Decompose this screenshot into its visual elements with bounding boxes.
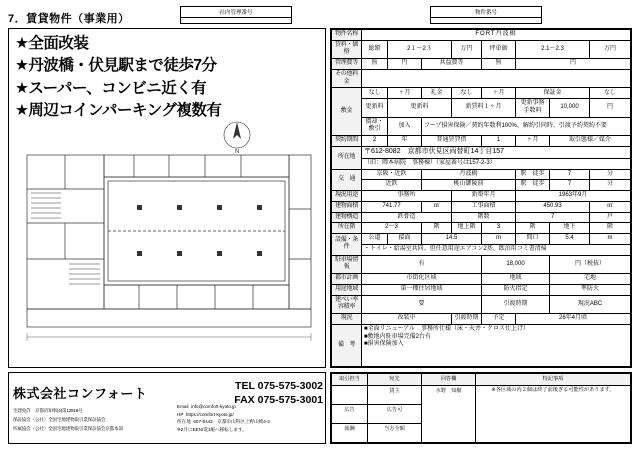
zone-use-value: 第一種住居地域 <box>362 284 482 295</box>
stamp-header-2: 宛先 <box>368 374 422 386</box>
zone-value: 宅地 <box>550 274 631 285</box>
stamp-row2-col2: 広告可 <box>368 405 422 424</box>
traffic-1-walk-label: 駅 徒歩 <box>516 169 550 180</box>
company-url-row <box>177 411 270 419</box>
deposit-value: なし <box>362 88 388 99</box>
delivery-value: 予定 <box>482 314 516 325</box>
spec-deposit-group-label: 敷金 <box>332 88 362 136</box>
spec-mgmt-label: 管理費等 <box>332 59 362 70</box>
address-line-2: （旧：岡本病院 事務棟）（家屋番号は157-2-3） <box>362 158 631 169</box>
floor-area-label: 工事面積 <box>452 201 516 212</box>
spec-city-label: 都市計画 <box>332 274 362 285</box>
facility-width: 14.5 <box>422 234 482 245</box>
floors-label: 階数 <box>452 212 516 223</box>
facility-road-type: 公道 <box>362 234 388 245</box>
property-number-label: 物件番号 <box>431 7 541 18</box>
spec-area-label: 建物面積 <box>332 201 362 212</box>
company-address-row <box>177 418 270 426</box>
traffic-2-unit: 分 <box>590 180 631 191</box>
company-address-note: ※2月にEEN/電1帳へ移転します。 <box>177 426 247 432</box>
ad-line: ★スーパー、コンビニ近く有 <box>15 79 207 97</box>
mgmt-value-2: 無 <box>482 59 516 70</box>
delivery-date: 26年4月頃 <box>516 314 631 325</box>
renew-label: 更新料 <box>362 99 388 117</box>
stamp-row2-col1: 広告 <box>332 405 368 424</box>
spec-facility-label: 設備・条件 <box>332 234 362 256</box>
contract-unit: 年 <box>388 136 422 147</box>
stamp-row3-col1: 報酬 <box>332 424 368 443</box>
key-month: ヶ月 <box>482 88 516 99</box>
area-value: 741.77 <box>362 201 422 212</box>
compass-icon <box>224 122 250 155</box>
company-license-line-3: 所属協会（公社）全国宅地建物取引業保証協会京都本部 <box>13 426 123 431</box>
deposit-month: ヶ月 <box>388 88 422 99</box>
facility-road-label: 接面 <box>388 234 422 245</box>
usage-value: 事務所 <box>362 191 452 202</box>
facility-depth-unit: m <box>590 234 631 245</box>
position-value: 2～3 <box>362 223 422 234</box>
remarks-line-1: ■全面リニューアル 事務所仕様（床・天井・クロス仕上げ） <box>364 326 529 332</box>
address-line-1: 〒612-8082 京都市伏見区両替町14丁目157 <box>362 146 631 158</box>
renew-fee-unit: 円 <box>590 99 631 117</box>
rent-per-value: 2.1～2.3 <box>516 40 590 58</box>
address-label: 所在地 <box>177 419 191 425</box>
contract-method: 取引態様／媒介 <box>550 136 631 147</box>
spec-address-label: 所在地 <box>332 146 362 169</box>
depreciation-note: フープ損害保険／契約年数利100%、解約引同時、引渡予約契約不要 <box>422 117 631 135</box>
renew-fee-label: 更新事務手数料 <box>516 99 550 117</box>
spec-position-label: 所在階 <box>332 223 362 234</box>
rent-total-unit: 万円 <box>452 40 482 58</box>
contract-type: 普通賃貸借 <box>422 136 482 147</box>
traffic-2-walk-label: 駅 徒歩 <box>516 180 550 191</box>
spec-contract-label: 契約期間 <box>332 136 362 147</box>
control-number-value <box>181 18 291 22</box>
parking-price: 18,000 <box>482 255 550 273</box>
traffic-1-station: 丹波橋 <box>422 169 516 180</box>
floor-plan <box>9 119 325 367</box>
company-license-line-1: 宅建免許 京都府知事(4)第12918号 <box>13 408 83 413</box>
remarks-cell <box>362 325 631 367</box>
renew-sublabel: 更新料 <box>388 99 452 117</box>
company-name: 株式会社コンフォート <box>13 386 148 401</box>
facility-width-unit: m <box>482 234 516 245</box>
contract-renew-value: 1 <box>482 136 516 147</box>
spec-traffic-label: 交 通 <box>332 169 362 191</box>
parking-unit: 円（税抜） <box>550 255 631 273</box>
email-value[interactable]: info@comfort-kyoto.jp <box>191 404 236 409</box>
contract-renew-unit: ヶ月 <box>516 136 550 147</box>
mgmt-unit-1: 円 <box>388 59 422 70</box>
traffic-1-unit: 分 <box>590 169 631 180</box>
parking-value: 有 <box>362 255 482 273</box>
floor-plan-svg <box>9 119 325 367</box>
ad-copy-block <box>15 33 323 123</box>
control-number-box <box>180 6 292 24</box>
hp-value[interactable]: https://comfort-kyoto.jp/ <box>185 411 234 417</box>
floors-unit: 戸 <box>590 212 631 223</box>
facility-note-1: ・トイレ・給湯室共同、但任意用途エアコン2基、飲泊用コミ書清掃 <box>362 244 631 255</box>
depreciation-value: 加入 <box>388 117 422 135</box>
traffic-1-walk: 7 <box>550 169 590 180</box>
remarks-line-2: ■敷地内駐車場完備2台有 <box>364 333 431 340</box>
mgmt-unit-2: 円 <box>516 59 631 70</box>
rent-per-label: 坪単価 <box>482 40 516 58</box>
setback-value: 要 <box>362 295 482 313</box>
property-spec-table <box>330 28 632 368</box>
mgmt-label-2: 共益費等 <box>422 59 482 70</box>
company-contact-details <box>177 403 270 433</box>
contract-value: 2 <box>362 136 388 147</box>
spec-other-label: その他料金 <box>332 69 362 87</box>
agent-response-table <box>330 372 632 444</box>
renew-value: 新賃料１ヶ月 <box>452 99 516 117</box>
rent-total-label: 総額 <box>362 40 388 58</box>
ad-and-plan-panel <box>8 28 326 368</box>
traffic-2-line: 近鉄 <box>362 180 422 191</box>
stamp-note: ※各区域の内２個は終了前後ぎる可能性があります。 <box>476 386 631 443</box>
traffic-2-station: 桃山御陵前 <box>422 180 516 191</box>
floor-area-value: 450.93 <box>516 201 590 212</box>
spec-parking-label: 駐車場情報 <box>332 255 362 273</box>
spec-name-value: FORT丹波橋 <box>362 30 631 41</box>
svg-text:N: N <box>234 149 240 155</box>
fax-label: FAX <box>234 394 255 407</box>
mgmt-value-1: 無 <box>362 59 388 70</box>
spec-usage-label: 現況用途 <box>332 191 362 202</box>
fire-label: 防火指定 <box>482 284 550 295</box>
stamp-header-3: 回答欄 <box>422 374 476 386</box>
stamp-header-1: 取引担当 <box>332 374 368 386</box>
key-label: 礼金 <box>422 88 452 99</box>
ad-line: ★周辺コインパーキング複数有 <box>15 102 222 120</box>
depreciation-label: 償却・敷引 <box>362 117 388 135</box>
floors-value: 7 <box>516 212 590 223</box>
traffic-2-walk: 7 <box>550 180 590 191</box>
total-floor-label: 地上階 <box>452 223 482 234</box>
ad-line: ★丹波橋・伏見駅まで徒歩7分 <box>15 57 217 75</box>
tel-value: 075-575-3002 <box>257 380 323 392</box>
setback-cover-label: 引渡時期 <box>482 295 550 313</box>
floor-area-unit: ㎡ <box>590 201 631 212</box>
stamp-row1-col1 <box>332 386 368 405</box>
company-tel-row <box>234 379 323 393</box>
renew-fee-value: 10,000 <box>550 99 590 117</box>
total-floor-unit: 階 <box>516 223 550 234</box>
position-unit: 階 <box>422 223 452 234</box>
stamp-header-4: 特記事項 <box>476 374 631 386</box>
fax-value: 075-575-3001 <box>257 394 323 407</box>
rent-total-value: 2１～2３ <box>388 40 452 58</box>
ad-line: ★全面改装 <box>15 35 89 52</box>
total-floor-value: 3 <box>482 223 516 234</box>
built-value: 1963年9月 <box>516 191 631 202</box>
structure-value: 鉄骨造 <box>362 212 452 223</box>
fire-value: 準防火 <box>550 284 631 295</box>
spec-name-label: 物件名称 <box>332 30 362 41</box>
company-license-line-2: 保証協会（公社）全国宅地建物取引業保証協会 <box>13 417 106 422</box>
spec-zone-use-label: 用途地域 <box>332 284 362 295</box>
email-label: Email <box>177 404 189 409</box>
stamp-row1-col2: 貸主 <box>368 386 422 405</box>
page-title: 7．賃貸物件（事業用） <box>8 13 130 25</box>
delivery-label: 引渡時期 <box>452 314 482 325</box>
remarks-line-3: ■損害保険加入 <box>364 341 404 347</box>
stamp-signer: 水野 知樹 <box>422 386 476 443</box>
guarantee-label: 保証金 <box>516 88 590 99</box>
spec-remarks-label: 備 考 <box>332 325 362 367</box>
address-value: 607-8442 京都市山科区上野山崎4-2 <box>193 419 270 425</box>
control-number-label: 社内管理番号 <box>181 7 291 18</box>
area-unit: ㎡ <box>422 201 452 212</box>
tel-label: TEL <box>235 380 255 392</box>
company-email-row <box>177 403 270 411</box>
basement-label: 地下 <box>550 223 590 234</box>
stamp-row3-col2: 当方全額 <box>368 424 422 443</box>
basement-unit: 階 <box>590 223 631 234</box>
property-number-box <box>430 6 542 24</box>
current-value: 改装中 <box>362 314 452 325</box>
city-value: 市街化区域 <box>362 274 482 285</box>
spec-rent-label: 賃料・価格 <box>332 40 362 58</box>
spec-structure-label: 建物構造 <box>332 212 362 223</box>
built-label: 新築年月 <box>452 191 516 202</box>
rent-per-unit: 万円 <box>590 40 631 58</box>
spec-other-value <box>362 69 631 87</box>
traffic-1-line: 京阪・近鉄 <box>362 169 422 180</box>
spec-setback-label: 建ぺい率容積率 <box>332 295 362 313</box>
property-number-value <box>431 18 541 22</box>
guarantee-value: なし <box>590 88 631 99</box>
facility-depth-label: 間口 <box>516 234 550 245</box>
hp-label: HP <box>177 411 184 417</box>
zone-label: 地域 <box>482 274 550 285</box>
spec-current-label: 現況 <box>332 314 362 325</box>
facility-depth: 5.4 <box>550 234 590 245</box>
company-block <box>8 372 326 444</box>
key-value: なし <box>452 88 482 99</box>
setback-cover-value: 現況ABC <box>550 295 631 313</box>
